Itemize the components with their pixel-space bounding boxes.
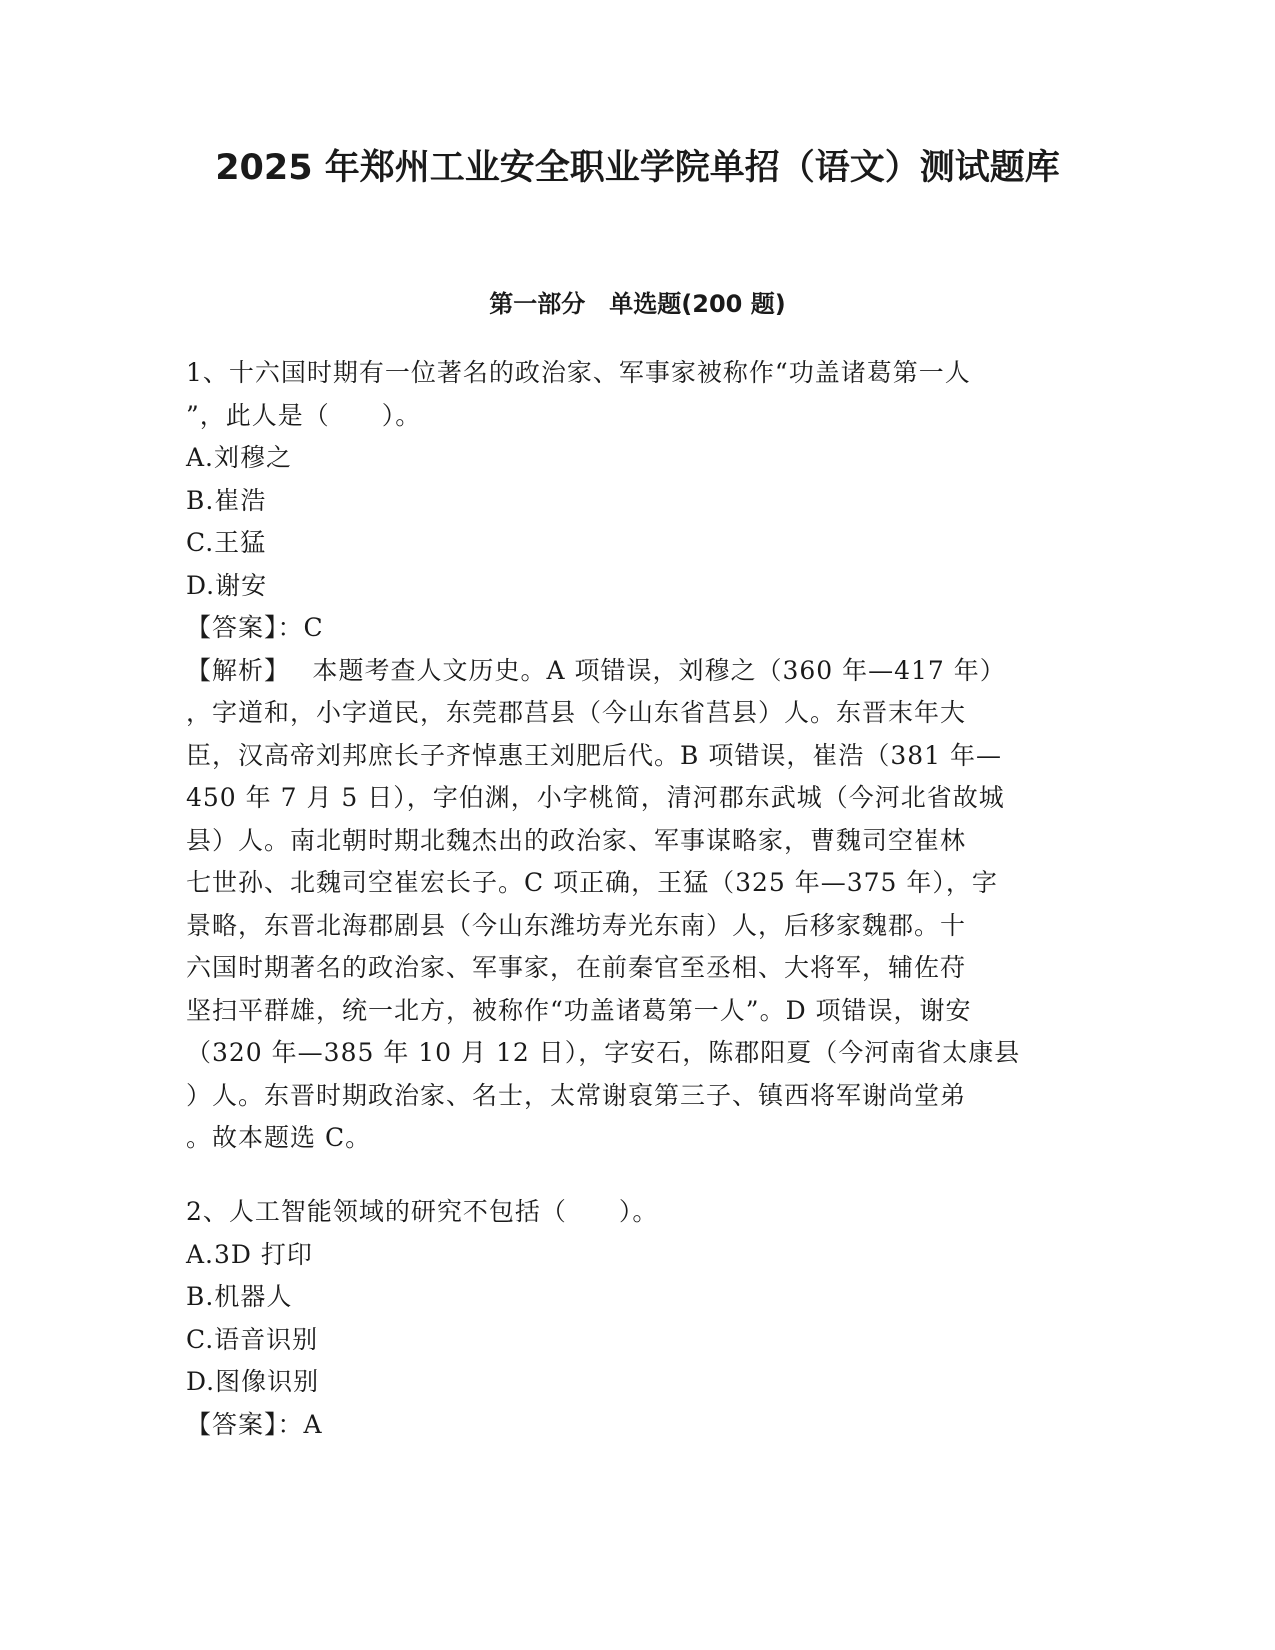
explanation-line: 七世孙、北魏司空崔宏长子。C 项正确，王猛（325 年—375 年），字 <box>186 868 998 897</box>
option-d: D.谢安 <box>186 570 268 600</box>
explanation-line: 六国时期著名的政治家、军事家，在前秦官至丞相、大将军，辅佐苻 <box>186 953 967 982</box>
question-stem-line: 1、十六国时期有一位著名的政治家、军事家被称作“功盖诸葛第一人 <box>186 358 971 387</box>
explanation-line: 。故本题选 C。 <box>186 1123 372 1152</box>
explanation-line: 臣，汉高帝刘邦庶长子齐悼惠王刘肥后代。B 项错误，崔浩（381 年— <box>186 740 1002 770</box>
explanation-line: 景略，东晋北海郡剧县（今山东潍坊寿光东南）人，后移家魏郡。十 <box>186 910 967 940</box>
section-heading: 第一部分 单选题(200 题) <box>489 290 786 318</box>
option-a: A.3D 打印 <box>186 1239 313 1269</box>
option-d: D.图像识别 <box>186 1367 320 1396</box>
option-b: B.崔浩 <box>186 485 267 515</box>
answer-line: 【答案】：C <box>186 613 324 642</box>
option-c: C.王猛 <box>186 528 267 557</box>
explanation-line: 县）人。南北朝时期北魏杰出的政治家、军事谋略家，曹魏司空崔林 <box>186 825 967 855</box>
option-a: A.刘穆之 <box>186 443 293 472</box>
question-2 <box>186 1191 1086 1446</box>
explanation-line: ）人。东晋时期政治家、名士，太常谢裒第三子、镇西将军谢尚堂弟 <box>186 1080 967 1110</box>
question-stem-line: 2、人工智能领域的研究不包括（ ）。 <box>186 1197 659 1226</box>
question-stem-line: ”，此人是（ ）。 <box>186 400 422 430</box>
explanation-line: ，字道和，小字道民，东莞郡莒县（今山东省莒县）人。东晋末年大 <box>186 698 967 727</box>
question-1 <box>186 352 1086 1160</box>
answer-line: 【答案】：A <box>186 1409 323 1439</box>
option-c: C.语音识别 <box>186 1324 319 1354</box>
explanation-line: 【解析】 本题考查人文历史。A 项错误，刘穆之（360 年—417 年） <box>186 655 1006 685</box>
document-title: 2025 年郑州工业安全职业学院单招（语文）测试题库 <box>215 148 1060 188</box>
explanation-line: 450 年 7 月 5 日），字伯渊，小字桃简，清河郡东武城（今河北省故城 <box>186 783 1005 812</box>
explanation-line: （320 年—385 年 10 月 12 日），字安石，陈郡阳夏（今河南省太康县 <box>186 1038 1021 1067</box>
option-b: B.机器人 <box>186 1282 293 1311</box>
explanation-line: 坚扫平群雄，统一北方，被称作“功盖诸葛第一人”。D 项错误，谢安 <box>186 995 972 1025</box>
